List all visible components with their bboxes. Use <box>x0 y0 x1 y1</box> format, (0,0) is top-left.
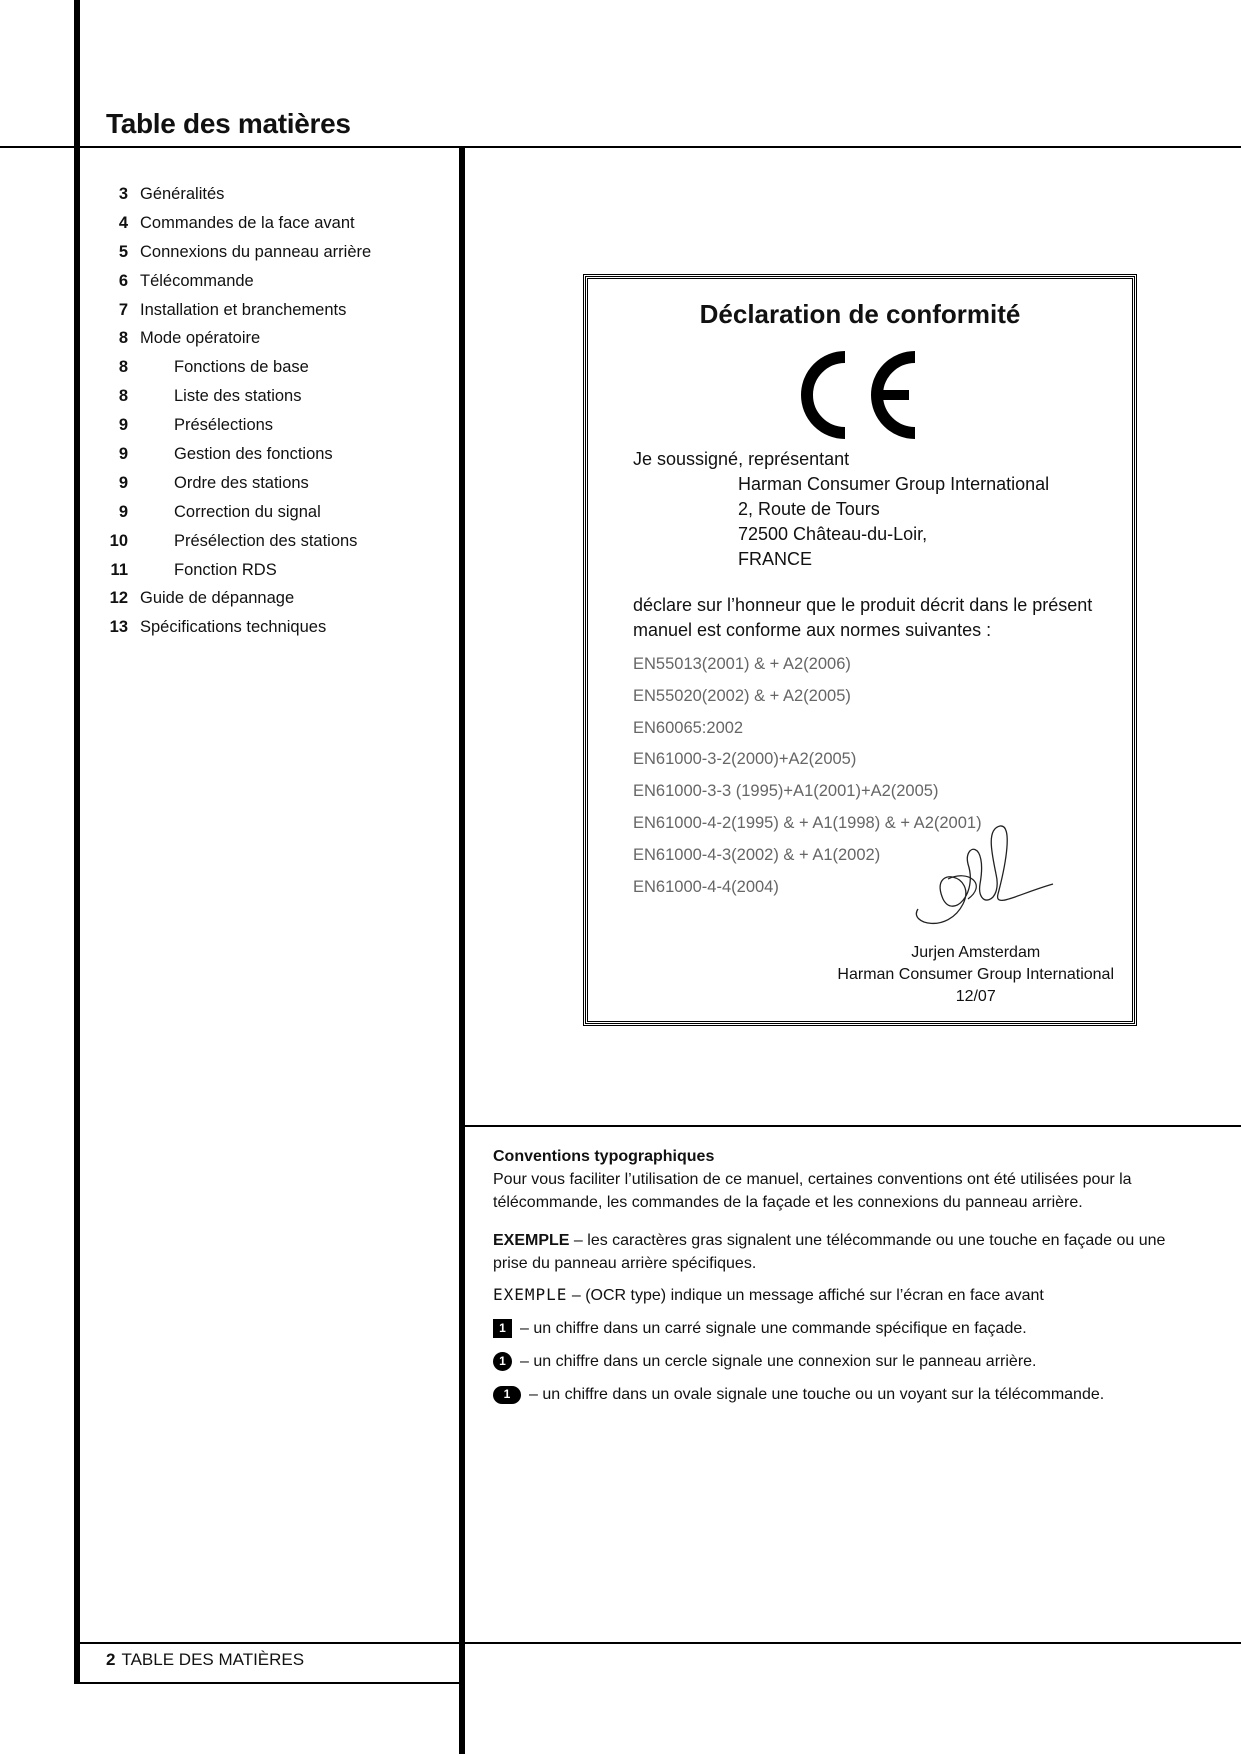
toc-label: Présélections <box>174 416 274 435</box>
footer-page-number: 2 <box>106 1650 116 1669</box>
ocr-description: – (OCR type) indique un message affiché sur l’écran en face avant <box>567 1287 1044 1304</box>
toc-label: Correction du signal <box>174 502 321 521</box>
toc-page-number: 9 <box>118 473 128 492</box>
toc-page-number: 8 <box>118 329 128 348</box>
declaration-of-conformity <box>585 276 1135 1024</box>
ocr-example: EXEMPLE <box>493 1285 568 1304</box>
toc-entry <box>100 238 460 267</box>
norm-item: EN55013(2001) & + A2(2006) <box>633 655 851 673</box>
conventions-title: Conventions typographiques <box>493 1148 715 1165</box>
toc-page-number: 9 <box>118 444 128 463</box>
toc-label: Installation et branchements <box>140 300 347 319</box>
toc-page-number: 7 <box>118 300 128 319</box>
toc-page-number: 11 <box>110 560 128 579</box>
bold-example: EXEMPLE <box>493 1232 570 1249</box>
oval-convention <box>493 1383 1183 1406</box>
page-title: Table des matières <box>106 108 351 139</box>
toc-label: Mode opératoire <box>140 329 261 348</box>
ocr-convention <box>493 1283 1183 1307</box>
signer-name: Jurjen Amsterdam <box>911 944 1041 961</box>
circle-convention <box>493 1350 1183 1373</box>
norm-item: EN55020(2002) & + A2(2005) <box>633 686 851 705</box>
signer-company: Harman Consumer Group International <box>837 966 1114 983</box>
square-description: – un chiffre dans un carré signale une commande spécifique en façade. <box>520 1320 1027 1337</box>
toc-entry <box>100 613 460 642</box>
toc-entry <box>100 411 460 440</box>
toc-page-number: 12 <box>109 589 128 608</box>
toc-label: Généralités <box>140 184 225 203</box>
declaration-date: 12/07 <box>955 988 996 1005</box>
declaration-intro: Je soussigné, représentant <box>633 449 850 469</box>
toc-entry <box>100 296 460 325</box>
toc-entry <box>100 324 460 353</box>
circle-number-icon: 1 <box>493 1352 512 1371</box>
toc-entry <box>100 267 460 296</box>
square-convention <box>493 1317 1183 1340</box>
toc-page-number: 8 <box>118 387 128 406</box>
declaration-address <box>738 472 1049 572</box>
norm-item: EN61000-4-2(1995) & + A1(1998) & + A2(2001) <box>633 813 982 832</box>
toc-label: Fonctions de base <box>174 358 309 377</box>
toc-entry <box>100 209 460 238</box>
toc-entry <box>100 180 460 209</box>
toc-label: Liste des stations <box>174 387 302 406</box>
address-line: Harman Consumer Group International <box>738 474 1050 494</box>
header-rule <box>0 146 1241 148</box>
toc-page-number: 5 <box>118 242 128 261</box>
toc-label: Connexions du panneau arrière <box>140 242 372 261</box>
toc-entry <box>100 584 460 613</box>
page-footer <box>106 1650 304 1670</box>
toc-entry <box>100 440 460 469</box>
footer-top-rule <box>74 1642 1241 1644</box>
toc-page-number: 9 <box>118 416 128 435</box>
declaration-statement: déclare sur l’honneur que le produit décrit dans le présent manuel est conforme aux normes suivantes : <box>633 595 1093 640</box>
toc-label: Commandes de la face avant <box>140 213 355 232</box>
toc-page-number: 4 <box>118 213 128 232</box>
address-line: 2, Route de Tours <box>738 499 880 519</box>
table-of-contents <box>100 180 460 642</box>
square-number-icon: 1 <box>493 1319 512 1338</box>
toc-entry <box>100 556 460 585</box>
declaration-title: Déclaration de conformité <box>699 299 1021 329</box>
toc-page-number: 13 <box>109 618 128 637</box>
signer-block <box>837 942 1114 1008</box>
norm-item: EN60065:2002 <box>633 718 744 737</box>
toc-label: Guide de dépannage <box>140 589 295 608</box>
toc-label: Présélection des stations <box>174 531 358 550</box>
toc-entry <box>100 469 460 498</box>
toc-label: Spécifications techniques <box>140 618 327 637</box>
toc-label: Gestion des fonctions <box>174 444 333 463</box>
toc-page-number: 8 <box>118 358 128 377</box>
toc-page-number: 3 <box>118 184 128 203</box>
circle-description: – un chiffre dans un cercle signale une connexion sur le panneau arrière. <box>520 1353 1037 1370</box>
oval-description: – un chiffre dans un ovale signale une touche ou un voyant sur la télécommande. <box>529 1386 1105 1403</box>
toc-entry <box>100 527 460 556</box>
toc-page-number: 9 <box>118 502 128 521</box>
oval-number-icon: 1 <box>493 1386 521 1404</box>
norm-item: EN61000-4-4(2004) <box>633 877 779 896</box>
norm-item: EN61000-4-3(2002) & + A1(2002) <box>633 845 881 864</box>
toc-label: Télécommande <box>140 271 254 290</box>
conventions-intro: Pour vous faciliter l’utilisation de ce manuel, certaines conventions ont été utilisées pour la télécommande, les commandes de la façade et les connexions du panneau arrière. <box>493 1171 1132 1211</box>
norm-item: EN61000-3-3 (1995)+A1(2001)+A2(2005) <box>633 782 939 801</box>
norm-item: EN61000-3-2(2000)+A2(2005) <box>633 750 857 769</box>
toc-label: Ordre des stations <box>174 473 309 492</box>
address-line: 72500 Château-du-Loir, <box>738 524 928 544</box>
footer-bottom-rule <box>74 1682 465 1684</box>
ce-mark-icon <box>793 347 923 448</box>
bold-description: – les caractères gras signalent une télécommande ou une touche en façade ou une prise du panneau arrière spécifiques. <box>493 1232 1166 1272</box>
footer-section: TABLE DES MATIÈRES <box>121 1650 305 1669</box>
bold-convention <box>493 1229 1183 1275</box>
conventions-rule <box>459 1125 1241 1127</box>
toc-entry <box>100 353 460 382</box>
toc-label: Fonction RDS <box>174 560 277 579</box>
typographic-conventions <box>493 1145 1183 1406</box>
address-line: FRANCE <box>738 549 813 569</box>
toc-page-number: 10 <box>109 531 128 550</box>
left-margin-rule <box>74 0 80 1684</box>
toc-entry <box>100 498 460 527</box>
toc-page-number: 6 <box>118 271 128 290</box>
toc-entry <box>100 382 460 411</box>
handwritten-signature <box>908 824 1058 939</box>
